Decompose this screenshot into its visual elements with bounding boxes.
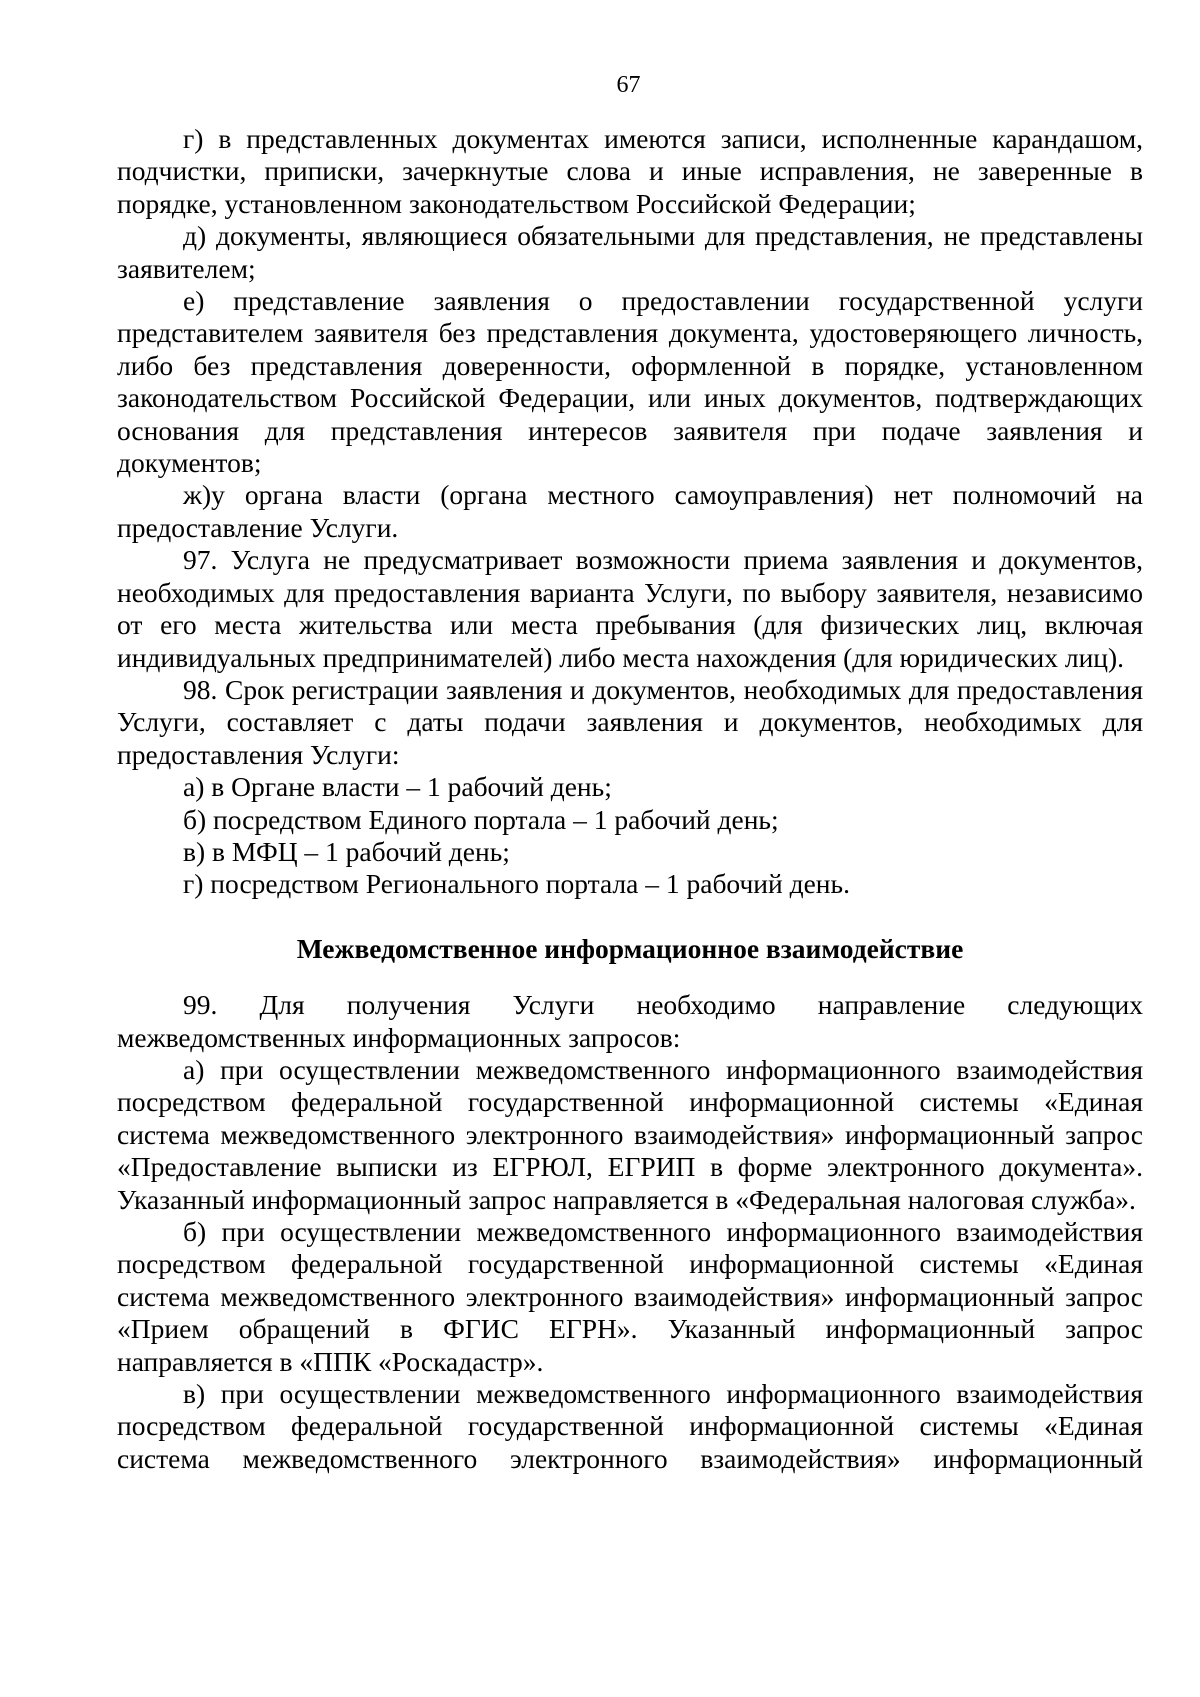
paragraph-item-g: г) в представленных документах имеются записи, исполненные карандашом, подчистки, приписки, зачеркнутые слова и иные исправления, не заверенные в порядке, установленном законодательством Российской Федерации; — [117, 123, 1143, 219]
paragraph-item-zh: ж)у органа власти (органа местного самоуправления) нет полномочий на предоставление Услуги. — [117, 479, 1143, 543]
paragraph-98-item-b: б) посредством Единого портала – 1 рабочий день; — [183, 803, 779, 835]
paragraph-97: 97. Услуга не предусматривает возможности приема заявления и документов, необходимых для предоставления варианта Услуги, по выбору заявителя, независимо от его места жительства или места пребывания (для физических лиц, включая индивидуальных предпринимателей) либо места нахождения (для юридических лиц). — [117, 544, 1143, 673]
section-heading: Межведомственное информационное взаимодействие — [296, 932, 964, 964]
paragraph-99-item-v: в) при осуществлении межведомственного информационного взаимодействия посредством федеральной государственной информационной системы «Единая система межведомственного электронного взаимодействия» информационный — [117, 1378, 1143, 1474]
paragraph-98: 98. Срок регистрации заявления и документов, необходимых для предоставления Услуги, составляет с даты подачи заявления и документов, необходимых для предоставления Услуги: — [117, 673, 1143, 770]
paragraph-99: 99. Для получения Услуги необходимо направление следующих межведомственных информационных запросов: — [117, 989, 1143, 1053]
paragraph-99-item-b: б) при осуществлении межведомственного информационного взаимодействия посредством федеральной государственной информационной системы «Единая система межведомственного электронного взаимодействия» информационный запрос «Прием обращений в ФГИС ЕГРН». Указанный информационный запрос направляется в «ППК «Роскадастр». — [117, 1216, 1143, 1377]
document-body — [117, 123, 1143, 1475]
page-number: 67 — [616, 72, 641, 98]
paragraph-item-e: е) представление заявления о предоставлении государственной услуги представителем заявителя без представления документа, удостоверяющего личность, либо без представления доверенности, оформленной в порядке, установленном законодательством Российской Федерации, или иных документов, подтверждающих основания для представления интересов заявителя при подаче заявления и документов; — [117, 285, 1143, 479]
paragraph-item-d: д) документы, являющиеся обязательными для представления, не представлены заявителем; — [117, 220, 1143, 284]
paragraph-98-item-v: в) в МФЦ – 1 рабочий день; — [183, 835, 510, 867]
paragraph-98-item-g: г) посредством Регионального портала – 1 рабочий день. — [183, 868, 850, 900]
paragraph-99-item-a: а) при осуществлении межведомственного информационного взаимодействия посредством федеральной государственной информационной системы «Единая система межведомственного электронного взаимодействия» информационный запрос «Предоставление выписки из ЕГРЮЛ, ЕГРИП в форме электронного документа». Указанный информационный запрос направляется в «Федеральная налоговая служба». — [117, 1053, 1143, 1215]
paragraph-98-item-a: а) в Органе власти – 1 рабочий день; — [183, 771, 612, 803]
